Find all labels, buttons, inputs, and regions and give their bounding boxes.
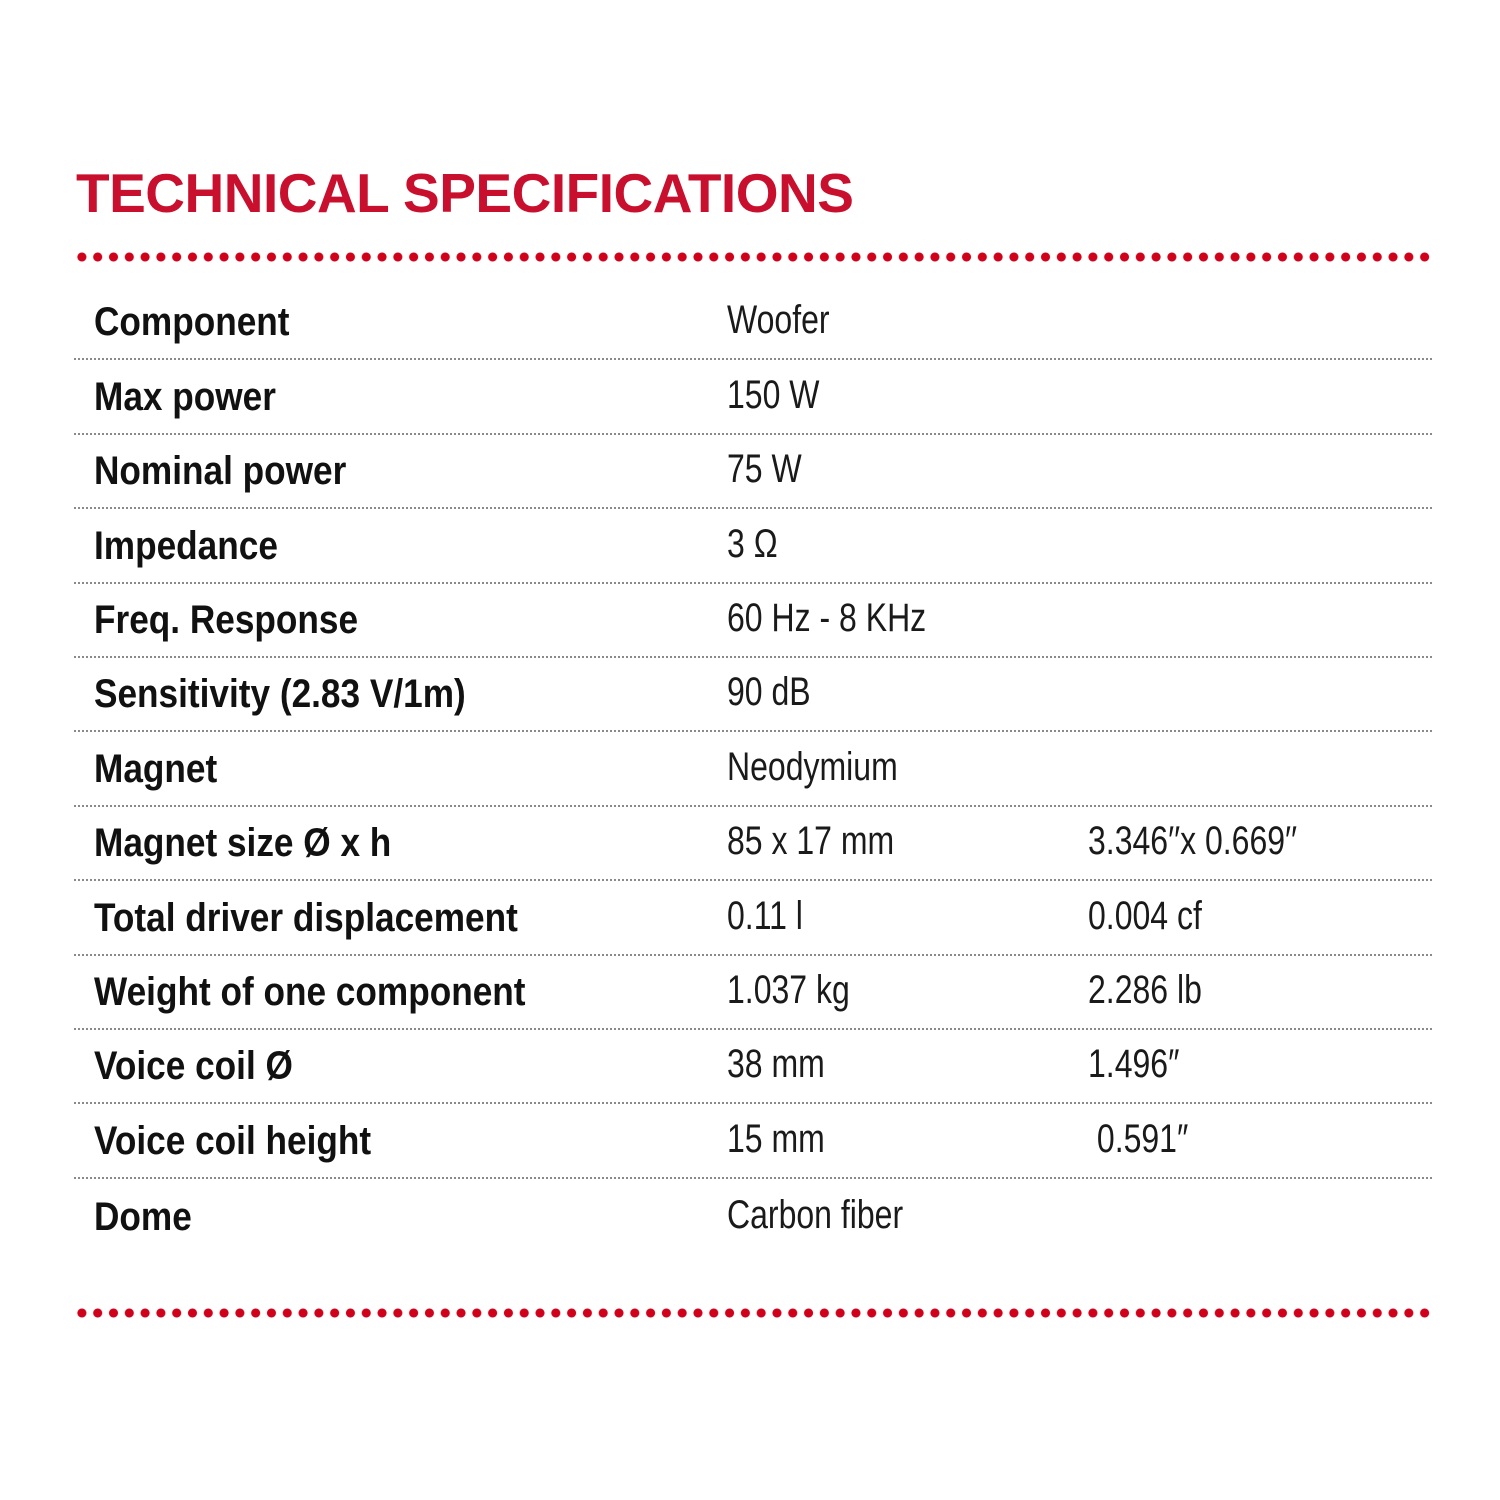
- spec-value-imperial: 2.286 lb: [1088, 967, 1202, 1012]
- page-title: TECHNICAL SPECIFICATIONS: [76, 162, 854, 224]
- spec-label: Magnet: [94, 746, 218, 791]
- spec-label: Voice coil Ø: [94, 1044, 293, 1089]
- spec-label: Impedance: [94, 523, 278, 568]
- spec-row-nominal-power: [74, 435, 1432, 509]
- spec-value: 60 Hz - 8 KHz: [727, 595, 927, 640]
- spec-label: Max power: [94, 374, 276, 419]
- spec-label: Total driver displacement: [94, 895, 518, 940]
- spec-value-imperial: 1.496″: [1088, 1042, 1180, 1087]
- spec-label: Freq. Response: [94, 597, 359, 642]
- spec-label: Dome: [94, 1195, 192, 1240]
- spec-value: Woofer: [727, 298, 830, 343]
- spec-value-imperial: 0.591″: [1088, 1116, 1189, 1161]
- spec-label: Component: [94, 300, 290, 345]
- bottom-dotted-divider: [74, 1307, 1430, 1319]
- spec-row-voice-coil-diameter: [74, 1030, 1432, 1104]
- spec-row-freq-response: [74, 584, 1432, 658]
- spec-value: 75 W: [727, 447, 802, 492]
- spec-row-magnet-size: [74, 807, 1432, 881]
- spec-value-imperial: 0.004 cf: [1088, 893, 1202, 938]
- spec-row-dome: [74, 1179, 1432, 1253]
- spec-value: 1.037 kg: [727, 967, 850, 1012]
- spec-label: Sensitivity (2.83 V/1m): [94, 672, 466, 717]
- spec-value: Carbon fiber: [727, 1193, 904, 1238]
- spec-value: 85 x 17 mm: [727, 819, 895, 864]
- spec-value: 3 Ω: [727, 521, 778, 566]
- spec-value: 150 W: [727, 372, 820, 417]
- spec-value: 90 dB: [727, 670, 811, 715]
- spec-row-sensitivity: [74, 658, 1432, 732]
- spec-row-voice-coil-height: [74, 1104, 1432, 1178]
- spec-row-component: [74, 286, 1432, 360]
- spec-label: Weight of one component: [94, 969, 526, 1014]
- spec-label: Magnet size Ø x h: [94, 821, 392, 866]
- top-dotted-divider: [74, 251, 1430, 263]
- spec-row-impedance: [74, 509, 1432, 583]
- spec-value-imperial: 3.346′′x 0.669′′: [1088, 819, 1298, 864]
- spec-value: Neodymium: [727, 744, 898, 789]
- spec-value: 0.11 l: [727, 893, 803, 938]
- spec-value: 38 mm: [727, 1042, 825, 1087]
- spec-row-magnet: [74, 732, 1432, 806]
- spec-row-max-power: [74, 360, 1432, 434]
- spec-row-weight: [74, 956, 1432, 1030]
- spec-label: Voice coil height: [94, 1118, 372, 1163]
- spec-value: 15 mm: [727, 1116, 825, 1161]
- spec-label: Nominal power: [94, 449, 347, 494]
- spec-table: [74, 286, 1432, 1253]
- spec-row-total-driver-displacement: [74, 881, 1432, 955]
